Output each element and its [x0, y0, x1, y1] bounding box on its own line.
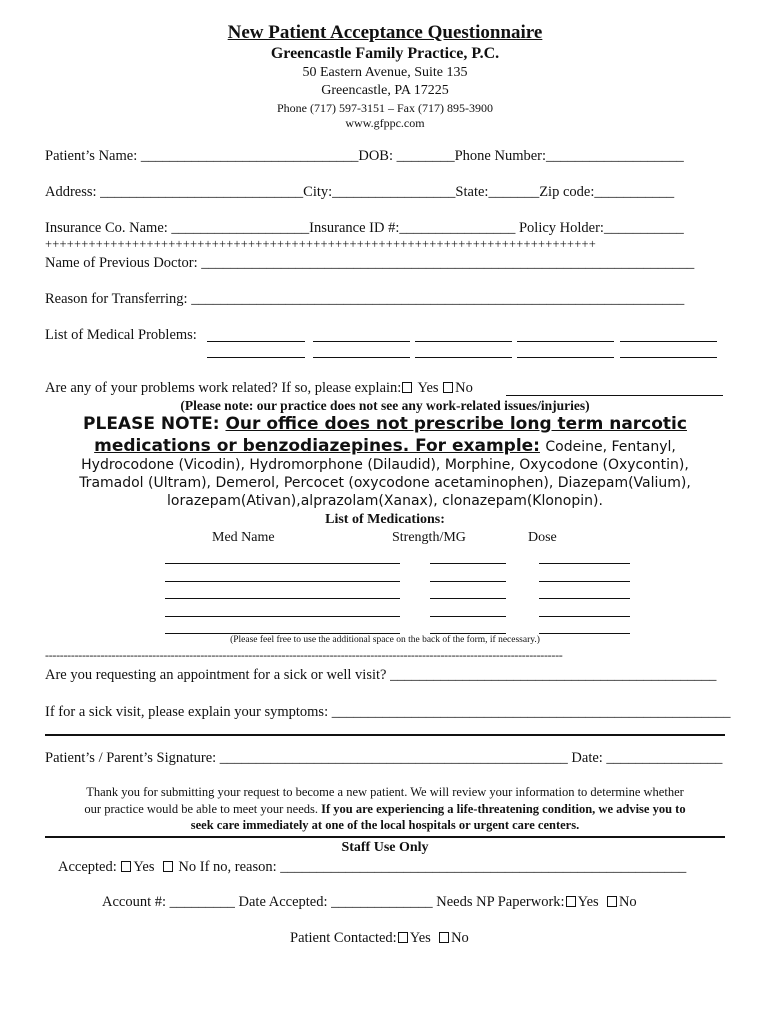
notice-line-1 — [0, 414, 770, 434]
contacted-label: Patient Contacted: — [290, 930, 397, 946]
dose-blank[interactable] — [539, 616, 630, 617]
plus-divider: ++++++++++++++++++++++++++++++++++++++++++++++++++++++++++++++++++++++++++++ — [45, 237, 596, 251]
contacted-yes-label: Yes — [409, 930, 431, 946]
problem-blank[interactable] — [207, 341, 305, 342]
dose-blank[interactable] — [539, 633, 630, 634]
closing-line-1: Thank you for submitting your request to become a new patient. We will review your information to determine whether — [86, 785, 684, 799]
closing-plain: our practice would be able to meet your needs. — [84, 802, 322, 816]
practice-name: Greencastle Family Practice, P.C. — [270, 45, 500, 62]
phone-fax: Phone (717) 597-3151 – Fax (717) 895-3900 — [277, 101, 493, 115]
work-related-explain-blank[interactable] — [506, 395, 723, 396]
if-no-reason[interactable]: If no, reason: ________________________________________________________ — [199, 859, 687, 875]
work-related-yes-checkbox[interactable] — [402, 382, 412, 393]
med-name-blank[interactable] — [165, 581, 400, 582]
accepted-no-label: No — [178, 859, 197, 875]
med-name-blank[interactable] — [165, 616, 400, 617]
notice-list-3: Tramadol (Ultram), Demerol, Percocet (oxycodone acetaminophen), Diazepam(Valium), — [79, 475, 691, 491]
med-name-header: Med Name — [212, 530, 275, 545]
med-name-blank[interactable] — [165, 633, 400, 634]
insurance-info-line[interactable]: Insurance Co. Name: ___________________Insurance ID #:________________ Policy Holder:___________ — [45, 220, 684, 236]
accepted-yes-checkbox[interactable] — [121, 861, 131, 872]
transfer-reason-line[interactable]: Reason for Transferring: ____________________________________________________________________ — [45, 291, 685, 307]
work-related-question — [45, 380, 473, 397]
notice-line-2 — [0, 436, 770, 456]
work-related-label: Are any of your problems work related? If so, please explain: — [45, 380, 402, 396]
contacted-yes-checkbox[interactable] — [398, 932, 408, 943]
signature-line[interactable]: Patient’s / Parent’s Signature: ________________________________________________ Date: ________________ — [45, 750, 723, 766]
accepted-no-checkbox[interactable] — [163, 861, 173, 872]
closing-line-2 — [0, 802, 770, 817]
website: www.gfppc.com — [345, 116, 425, 130]
problem-blank[interactable] — [313, 357, 410, 358]
staff-divider — [45, 836, 725, 838]
address-line-2: Greencastle, PA 17225 — [321, 83, 449, 98]
problem-blank[interactable] — [620, 341, 717, 342]
strength-blank[interactable] — [430, 598, 506, 599]
problem-blank[interactable] — [415, 341, 512, 342]
symptoms-question[interactable]: If for a sick visit, please explain your symptoms: _______________________________________________________ — [45, 704, 731, 720]
problem-blank[interactable] — [517, 357, 614, 358]
appointment-question[interactable]: Are you requesting an appointment for a sick or well visit? _____________________________________________ — [45, 667, 717, 683]
dash-divider: -------------------------------------------------------------------------------------------------------------------------------------------- — [45, 648, 563, 662]
no-label: No — [455, 380, 473, 396]
patient-info-line[interactable]: Patient’s Name: ______________________________DOB: ________Phone Number:___________________ — [45, 148, 684, 164]
problem-blank[interactable] — [415, 357, 512, 358]
notice-list-2: Hydrocodone (Vicodin), Hydromorphone (Dilaudid), Morphine, Oxycodone (Oxycontin), — [81, 457, 689, 473]
closing-bold: If you are experiencing a life-threatening condition, we advise you to — [321, 802, 686, 816]
previous-doctor-line[interactable]: Name of Previous Doctor: ____________________________________________________________________ — [45, 255, 695, 271]
accepted-label: Accepted: — [58, 859, 117, 875]
strength-blank[interactable] — [430, 563, 506, 564]
staff-heading: Staff Use Only — [341, 840, 429, 855]
medications-footnote: (Please feel free to use the additional space on the back of the form, if necessary.) — [230, 635, 540, 645]
dose-blank[interactable] — [539, 581, 630, 582]
np-yes-checkbox[interactable] — [566, 896, 576, 907]
dose-header: Dose — [528, 530, 557, 545]
account-fields[interactable]: Account #: _________ Date Accepted: ______________ Needs NP Paperwork: — [102, 894, 565, 910]
closing-line-3: seek care immediately at one of the local hospitals or urgent care centers. — [190, 818, 580, 832]
medical-problems-label: List of Medical Problems: — [45, 327, 197, 343]
medications-heading: List of Medications: — [325, 512, 445, 527]
notice-list-4: lorazepam(Ativan),alprazolam(Xanax), clonazepam(Klonopin). — [167, 493, 603, 509]
yes-label: Yes — [417, 380, 439, 396]
med-name-blank[interactable] — [165, 563, 400, 564]
account-row — [102, 894, 637, 911]
address-info-line[interactable]: Address: ____________________________City:_________________State:_______Zip code:___________ — [45, 184, 675, 200]
problem-blank[interactable] — [313, 341, 410, 342]
np-yes-label: Yes — [577, 894, 599, 910]
address-line-1: 50 Eastern Avenue, Suite 135 — [302, 65, 468, 80]
work-related-no-checkbox[interactable] — [443, 382, 453, 393]
notice-emphasis-2: medications or benzodiazepines. For example: — [94, 436, 540, 456]
problem-blank[interactable] — [517, 341, 614, 342]
strength-blank[interactable] — [430, 633, 506, 634]
notice-list-1: Codeine, Fentanyl, — [545, 439, 676, 455]
dose-blank[interactable] — [539, 563, 630, 564]
notice-emphasis-1: Our office does not prescribe long term narcotic — [225, 414, 687, 434]
contacted-no-checkbox[interactable] — [439, 932, 449, 943]
contacted-no-label: No — [451, 930, 469, 946]
strength-blank[interactable] — [430, 581, 506, 582]
problem-blank[interactable] — [207, 357, 305, 358]
strength-blank[interactable] — [430, 616, 506, 617]
dose-blank[interactable] — [539, 598, 630, 599]
notice-lead: PLEASE NOTE: — [83, 414, 220, 434]
contacted-row — [290, 930, 469, 947]
accepted-row — [58, 859, 686, 876]
np-no-checkbox[interactable] — [607, 896, 617, 907]
med-name-blank[interactable] — [165, 598, 400, 599]
work-related-note: (Please note: our practice does not see any work-related issues/injuries) — [180, 398, 590, 413]
np-no-label: No — [618, 894, 637, 910]
section-divider — [45, 734, 725, 736]
form-title: New Patient Acceptance Questionnaire — [227, 22, 543, 43]
strength-header: Strength/MG — [392, 530, 466, 545]
problem-blank[interactable] — [620, 357, 717, 358]
accepted-yes-label: Yes — [133, 859, 155, 875]
